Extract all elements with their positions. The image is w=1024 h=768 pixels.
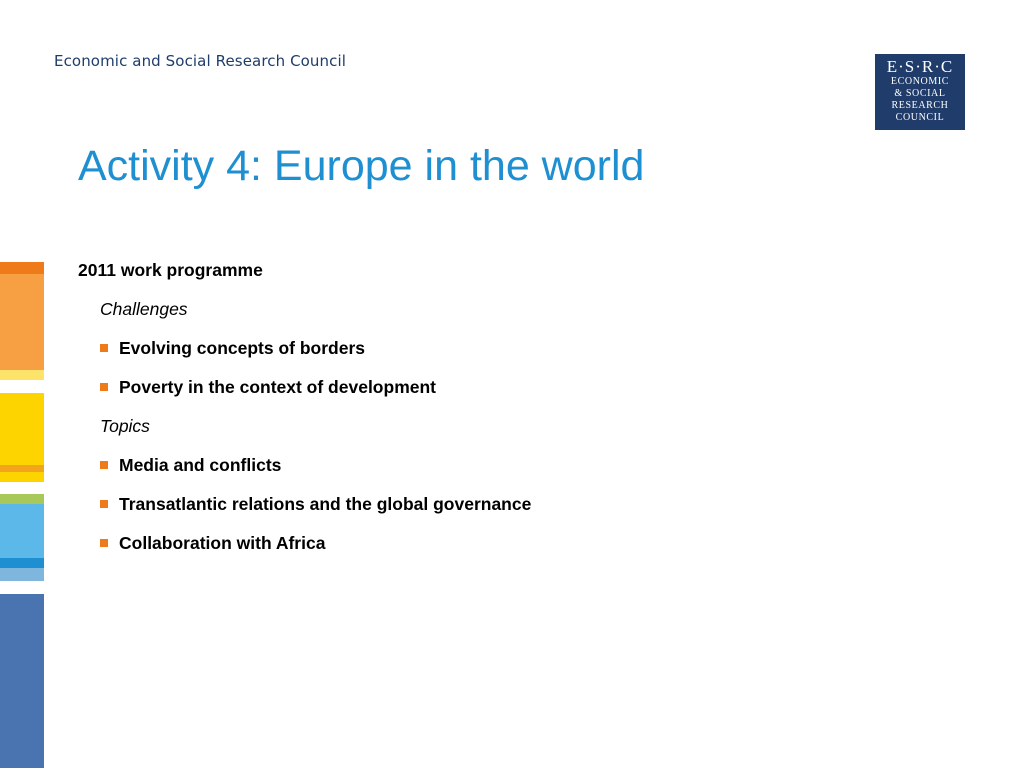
- list-item: [78, 455, 978, 476]
- square-bullet-icon: [100, 461, 108, 469]
- list-item-text: Media and conflicts: [119, 455, 282, 475]
- esrc-logo: [875, 54, 965, 130]
- programme-heading: 2011 work programme: [78, 260, 263, 280]
- section-label-topics: Topics: [100, 416, 150, 436]
- side-stripe-yellow: [0, 393, 44, 465]
- slide-content: [78, 260, 978, 572]
- list-item-text: Transatlantic relations and the global governance: [119, 494, 532, 514]
- side-stripe-blue: [0, 558, 44, 568]
- list-item-text: Poverty in the context of development: [119, 377, 436, 397]
- list-item-text: Evolving concepts of borders: [119, 338, 366, 358]
- side-stripe-pale-yellow: [0, 370, 44, 380]
- list-item: [78, 338, 978, 359]
- side-stripe-light-orange: [0, 274, 44, 370]
- list-item: [78, 377, 978, 398]
- logo-line-1: ECONOMIC: [890, 76, 950, 87]
- list-item-text: Collaboration with Africa: [119, 533, 326, 553]
- organisation-name: Economic and Social Research Council: [54, 52, 347, 70]
- list-item: [78, 533, 978, 554]
- list-item: [78, 494, 978, 515]
- logo-line-3: RESEARCH: [891, 100, 949, 111]
- square-bullet-icon: [100, 539, 108, 547]
- side-stripe-orange-top: [0, 262, 44, 274]
- slide-title: Activity 4: Europe in the world: [78, 142, 645, 190]
- square-bullet-icon: [100, 344, 108, 352]
- logo-line-4: COUNCIL: [895, 112, 945, 123]
- side-stripe-light-blue: [0, 504, 44, 558]
- side-stripe-amber: [0, 465, 44, 472]
- square-bullet-icon: [100, 500, 108, 508]
- side-stripe-green: [0, 494, 44, 504]
- section-label-challenges: Challenges: [100, 299, 188, 319]
- side-stripe-pale-blue: [0, 568, 44, 581]
- logo-abbreviation: E·S·R·C: [886, 57, 954, 76]
- logo-line-2: & SOCIAL: [894, 88, 946, 99]
- square-bullet-icon: [100, 383, 108, 391]
- side-stripe-yellow-lower: [0, 472, 44, 482]
- side-stripe-steel-blue: [0, 594, 44, 768]
- decorative-side-stripes: [0, 0, 44, 768]
